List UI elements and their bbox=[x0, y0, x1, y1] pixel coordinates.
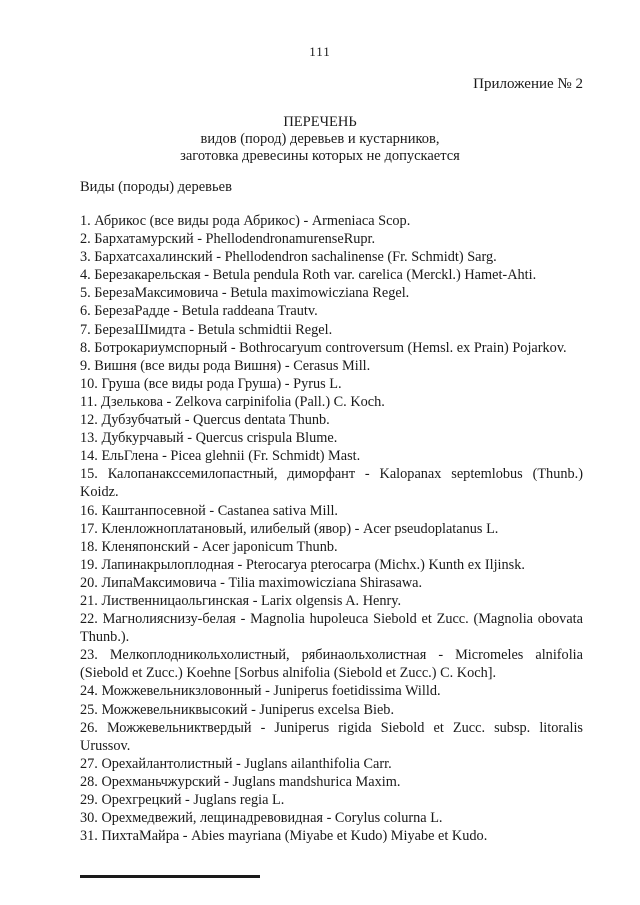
list-item: 22. Магнолияснизу-белая - Magnolia hupoleuca Siebold et Zucc. (Magnolia obovata Thunb.). bbox=[80, 611, 583, 646]
title-line-3: заготовка древесины которых не допускается bbox=[180, 148, 460, 164]
list-item: 31. ПихтаМайра - Abies mayriana (Miyabe et Kudo) Miyabe et Kudo. bbox=[80, 828, 488, 845]
page-number: 111 bbox=[309, 44, 331, 59]
list-item: 10. Груша (все виды рода Груша) - Pyrus L. bbox=[80, 375, 342, 392]
list-item: 2. Бархатамурский - PhellodendronamurenseRupr. bbox=[80, 231, 376, 248]
list-item: 8. Ботрокариумспорный - Bothrocaryum controversum (Hemsl. ex Prain) Pojarkov. bbox=[80, 339, 567, 356]
title-line-1: ПЕРЕЧЕНЬ bbox=[283, 114, 357, 130]
list-item: 23. Мелкоплодникольхолистный, рябинаольхолистная - Micromeles alnifolia (Siebold et Zucc.) Koehne [Sorbus alnifolia (Siebold et Zucc.) C. Koch]. bbox=[80, 647, 583, 682]
list-item: 1. Абрикос (все виды рода Абрикос) - Armeniaca Scop. bbox=[80, 213, 411, 229]
list-item: 27. Орехайлантолистный - Juglans ailanthifolia Carr. bbox=[80, 755, 392, 772]
list-item: 13. Дубкурчавый - Quercus crispula Blume. bbox=[80, 430, 338, 447]
list-item: 14. ЕльГлена - Picea glehnii (Fr. Schmidt) Mast. bbox=[80, 448, 361, 465]
appendix-label: Приложение № 2 bbox=[473, 76, 583, 92]
list-item: 30. Орехмедвежий, лещинадревовидная - Corylus colurna L. bbox=[80, 810, 443, 827]
species-list bbox=[80, 212, 583, 845]
document-title bbox=[0, 114, 640, 165]
list-item: 18. Кленяпонский - Acer japonicum Thunb. bbox=[80, 538, 338, 555]
list-item: 25. Можжевельниквысокий - Juniperus excelsa Bieb. bbox=[80, 701, 395, 718]
list-item: 26. Можжевельниктвердый - Juniperus rigida Siebold et Zucc. subsp. litoralis Urussov. bbox=[80, 719, 583, 754]
list-item: 6. БерезаРадде - Betula raddeana Trautv. bbox=[80, 303, 318, 320]
bottom-divider bbox=[80, 875, 260, 878]
list-item: 9. Вишня (все виды рода Вишня) - Cerasus Mill. bbox=[80, 357, 371, 374]
list-item: 15. Калопанаксcемилопастный, диморфант - Kalopanax septemlobus (Thunb.) Koidz. bbox=[80, 466, 583, 501]
list-item: 21. Лиственницаольгинская - Larix olgensis A. Henry. bbox=[80, 592, 402, 609]
list-item: 3. Бархатсахалинский - Phellodendron sachalinense (Fr. Schmidt) Sarg. bbox=[80, 249, 497, 266]
list-item: 5. БерезаМаксимовича - Betula maximowicziana Regel. bbox=[80, 285, 410, 302]
list-item: 4. Березакарельская - Betula pendula Roth var. carelica (Merckl.) Hamet-Ahti. bbox=[80, 267, 537, 284]
list-item: 20. ЛипаМаксимовича - Tilia maximowicziana Shirasawa. bbox=[80, 574, 423, 591]
list-item: 12. Дубзубчатый - Quercus dentata Thunb. bbox=[80, 412, 330, 429]
list-item: 19. Лапинакрылоплодная - Pterocarya pterocarpa (Michx.) Kunth ex Iljinsk. bbox=[80, 556, 525, 573]
title-line-2: видов (пород) деревьев и кустарников, bbox=[200, 131, 440, 147]
list-item: 17. Кленложноплатановый, илибелый (явор) - Acer pseudoplatanus L. bbox=[80, 520, 499, 537]
list-item: 7. БерезаШмидта - Betula schmidtii Regel. bbox=[80, 321, 333, 338]
list-item: 11. Дзелькова - Zelkova carpinifolia (Pall.) C. Koch. bbox=[80, 393, 385, 410]
list-item: 28. Орехманьчжурский - Juglans mandshurica Maxim. bbox=[80, 773, 401, 790]
section-heading: Виды (породы) деревьев bbox=[80, 179, 232, 195]
list-item: 29. Орехгрецкий - Juglans regia L. bbox=[80, 792, 285, 808]
list-item: 16. Каштанпосевной - Castanea sativa Mill. bbox=[80, 502, 339, 519]
list-item: 24. Можжевельникзловонный - Juniperus foetidissima Willd. bbox=[80, 683, 441, 700]
